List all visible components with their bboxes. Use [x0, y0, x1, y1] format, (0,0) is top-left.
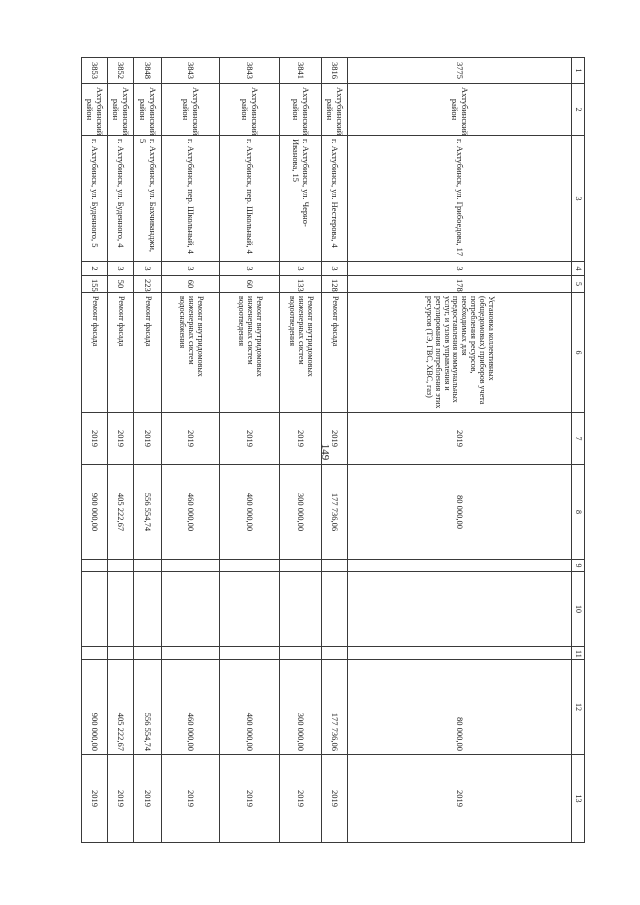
cell-col9: [280, 560, 322, 572]
cell-work-type: Ремонт внутридомовых инженерных систем водоотведения: [280, 293, 322, 413]
cell-total-cost: 556 554,74: [134, 465, 162, 560]
header-cell: 4: [572, 262, 585, 276]
cell-object-id: 3841: [280, 58, 322, 84]
cell-completion-year: 2019: [280, 755, 322, 843]
cell-completion-year: 2019: [108, 755, 134, 843]
cell-work-type: Ремонт фасада: [322, 293, 348, 413]
cell-address: г. Ахтубинск, ул. Буденного, 5: [82, 136, 108, 262]
cell-work-type: Ремонт фасада: [134, 293, 162, 413]
table-row: [82, 58, 108, 843]
cell-district: Ахтубинский район: [322, 84, 348, 136]
cell-cost: 177 736,06: [322, 660, 348, 755]
cell-year: 2019: [82, 413, 108, 465]
cell-col11: [280, 647, 322, 660]
cell-year: 2019: [348, 413, 572, 465]
header-cell: 7: [572, 413, 585, 465]
cell-col5: 155: [82, 276, 108, 293]
cell-cost: 460 000,00: [162, 660, 220, 755]
header-cell: 5: [572, 276, 585, 293]
cell-total-cost: 300 000,00: [280, 465, 322, 560]
cell-completion-year: 2019: [134, 755, 162, 843]
capital-repair-table: [81, 57, 585, 843]
cell-col10: [82, 572, 108, 647]
cell-col10: [134, 572, 162, 647]
cell-col5: 60: [162, 276, 220, 293]
cell-col10: [108, 572, 134, 647]
cell-col4: 3: [220, 262, 280, 276]
cell-col5: 133: [280, 276, 322, 293]
cell-address: г. Ахтубинск, ул. Нестерова, 4: [322, 136, 348, 262]
cell-cost: 405 222,67: [108, 660, 134, 755]
cell-col5: 178: [348, 276, 572, 293]
header-cell: 2: [572, 84, 585, 136]
cell-address: г. Ахтубинск, пер. Школьный, 4: [162, 136, 220, 262]
cell-object-id: 3816: [322, 58, 348, 84]
cell-completion-year: 2019: [220, 755, 280, 843]
cell-col4: 3: [162, 262, 220, 276]
cell-work-type: Установка коллективных (общедомовых) приборов учета потребления ресурсов, необходимых для предоставления коммунальных услуг, и узлов управления и регулирования потребления этих ресурсов (ТЭ, ГВС, ХВС, газ): [348, 293, 572, 413]
cell-col11: [82, 647, 108, 660]
header-cell: 9: [572, 560, 585, 572]
cell-cost: 400 000,00: [220, 660, 280, 755]
cell-year: 2019: [108, 413, 134, 465]
cell-total-cost: 400 000,00: [220, 465, 280, 560]
cell-col5: 60: [220, 276, 280, 293]
cell-total-cost: 460 000,00: [162, 465, 220, 560]
cell-col5: 223: [134, 276, 162, 293]
cell-col5: 50: [108, 276, 134, 293]
cell-district: Ахтубинский район: [162, 84, 220, 136]
cell-col10: [280, 572, 322, 647]
table-row: [280, 58, 322, 843]
cell-col9: [82, 560, 108, 572]
table-rotated-frame: [85, 57, 585, 842]
cell-cost: 556 554,74: [134, 660, 162, 755]
cell-col9: [134, 560, 162, 572]
cell-year: 2019: [220, 413, 280, 465]
cell-col4: 3: [280, 262, 322, 276]
cell-district: Ахтубинский район: [220, 84, 280, 136]
cell-district: Ахтубинский район: [348, 84, 572, 136]
cell-year: 2019: [280, 413, 322, 465]
cell-address: г. Ахтубинск, ул. Бахчиванджи, 5: [134, 136, 162, 262]
header-cell: 10: [572, 572, 585, 647]
cell-district: Ахтубинский район: [108, 84, 134, 136]
page-number: 149: [319, 443, 331, 461]
cell-completion-year: 2019: [348, 755, 572, 843]
cell-col11: [348, 647, 572, 660]
cell-col10: [220, 572, 280, 647]
cell-district: Ахтубинский район: [280, 84, 322, 136]
column-number-row: [572, 58, 585, 843]
table-row: [134, 58, 162, 843]
cell-total-cost: 177 736,06: [322, 465, 348, 560]
cell-object-id: 3853: [82, 58, 108, 84]
cell-object-id: 3843: [220, 58, 280, 84]
cell-col9: [108, 560, 134, 572]
header-cell: 6: [572, 293, 585, 413]
cell-district: Ахтубинский район: [82, 84, 108, 136]
table-row: [348, 58, 572, 843]
cell-address: г. Ахтубинск, ул. Грибоедова, 17: [348, 136, 572, 262]
cell-cost: 80 000,00: [348, 660, 572, 755]
header-cell: 12: [572, 660, 585, 755]
table-row: [322, 58, 348, 843]
cell-object-id: 3852: [108, 58, 134, 84]
cell-col4: 3: [348, 262, 572, 276]
cell-col11: [162, 647, 220, 660]
cell-completion-year: 2019: [82, 755, 108, 843]
header-cell: 11: [572, 647, 585, 660]
cell-address: г. Ахтубинск, ул. Черно-Иванова, 15: [280, 136, 322, 262]
header-cell: 3: [572, 136, 585, 262]
cell-col5: 128: [322, 276, 348, 293]
cell-object-id: 3848: [134, 58, 162, 84]
cell-work-type: Ремонт фасада: [108, 293, 134, 413]
header-cell: 13: [572, 755, 585, 843]
cell-col4: 3: [134, 262, 162, 276]
cell-col9: [162, 560, 220, 572]
cell-cost: 300 000,00: [280, 660, 322, 755]
cell-cost: 900 000,00: [82, 660, 108, 755]
cell-col9: [322, 560, 348, 572]
cell-completion-year: 2019: [162, 755, 220, 843]
cell-col11: [134, 647, 162, 660]
cell-col10: [162, 572, 220, 647]
cell-col11: [108, 647, 134, 660]
table-row: [162, 58, 220, 843]
header-cell: 1: [572, 58, 585, 84]
cell-district: Ахтубинский район: [134, 84, 162, 136]
cell-address: г. Ахтубинск, пер. Школьный, 4: [220, 136, 280, 262]
cell-col4: 2: [82, 262, 108, 276]
cell-col9: [220, 560, 280, 572]
cell-col11: [322, 647, 348, 660]
cell-col11: [220, 647, 280, 660]
cell-col10: [322, 572, 348, 647]
cell-col10: [348, 572, 572, 647]
cell-object-id: 3843: [162, 58, 220, 84]
cell-work-type: Ремонт внутридомовых инженерных систем водоотведения: [220, 293, 280, 413]
capital-repair-table-container: [85, 57, 585, 842]
cell-completion-year: 2019: [322, 755, 348, 843]
cell-year: 2019: [162, 413, 220, 465]
cell-work-type: Ремонт фасада: [82, 293, 108, 413]
table-row: [220, 58, 280, 843]
cell-total-cost: 900 000,00: [82, 465, 108, 560]
header-cell: 8: [572, 465, 585, 560]
cell-year: 2019: [322, 413, 348, 465]
cell-total-cost: 405 222,67: [108, 465, 134, 560]
cell-address: г. Ахтубинск, ул. Буденного, 4: [108, 136, 134, 262]
cell-col9: [348, 560, 572, 572]
cell-work-type: Ремонт внутридомовых инженерных систем водоснабжения: [162, 293, 220, 413]
cell-col4: 3: [322, 262, 348, 276]
cell-object-id: 3775: [348, 58, 572, 84]
cell-total-cost: 80 000,00: [348, 465, 572, 560]
table-row: [108, 58, 134, 843]
cell-year: 2019: [134, 413, 162, 465]
cell-col4: 3: [108, 262, 134, 276]
